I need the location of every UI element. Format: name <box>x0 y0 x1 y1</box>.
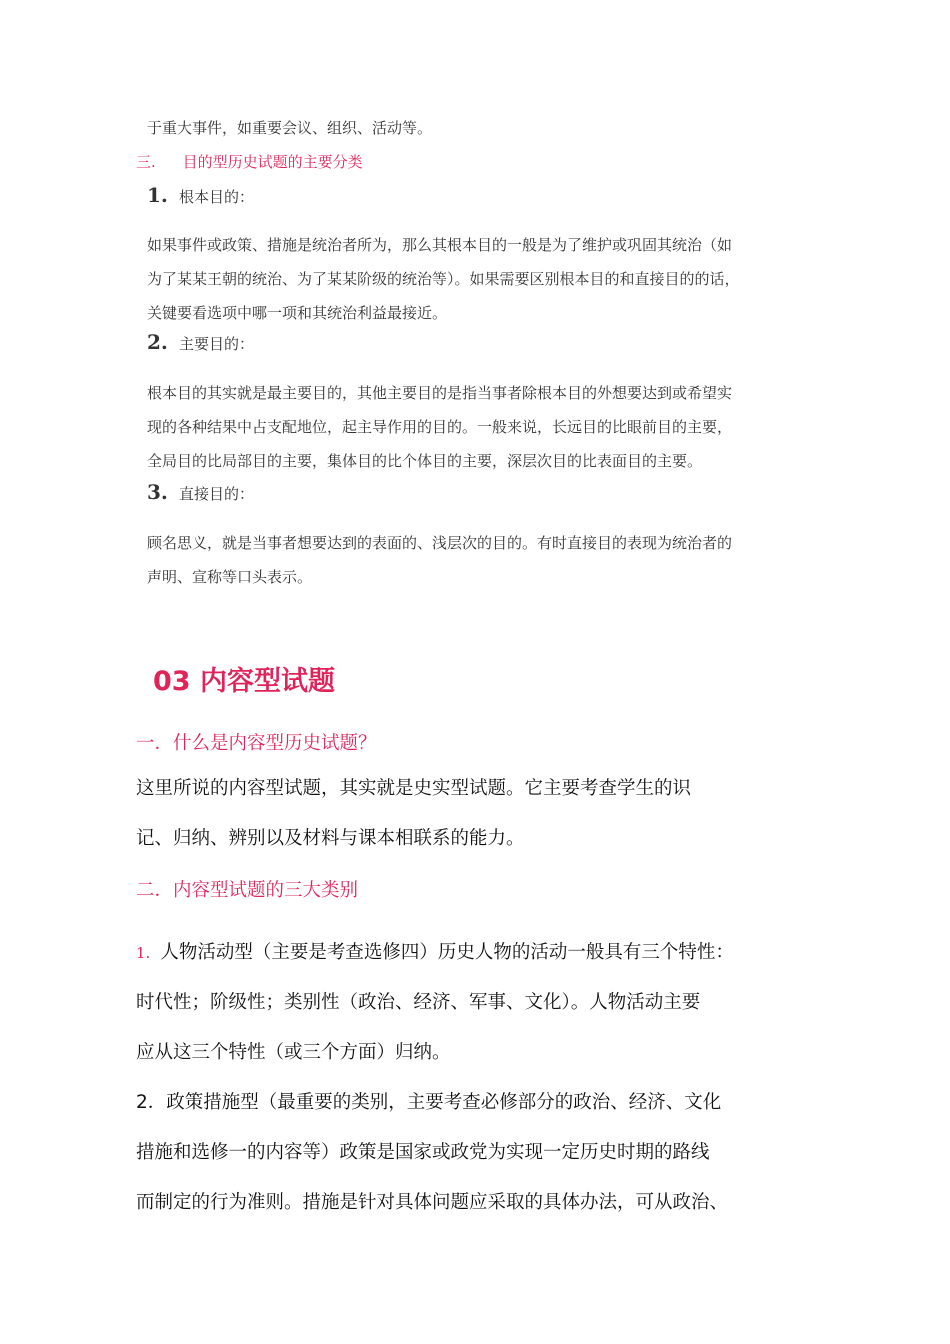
item-2-line: 全局目的比局部目的主要，集体目的比个体目的主要，深层次目的比表面目的主要。 <box>147 452 703 470</box>
item-2-paragraph <box>147 376 837 478</box>
q1-line: 记、归纳、辨别以及材料与课本相联系的能力。 <box>136 828 525 849</box>
q1-line: 这里所说的内容型试题，其实就是史实型试题。它主要考查学生的识 <box>136 778 692 799</box>
cat1-line-text: 人物活动型（主要是考查选修四）历史人物的活动一般具有三个特性： <box>160 942 734 963</box>
item-1-line: 关键要看选项中哪一项和其统治利益最接近。 <box>147 304 448 322</box>
cat1-line: 应从这三个特性（或三个方面）归纳。 <box>136 1042 451 1063</box>
item-3-line: 声明、宣称等口头表示。 <box>147 568 313 586</box>
cat1-paragraph <box>136 928 826 1078</box>
item-1-paragraph <box>147 228 837 330</box>
item-3-num: 3. <box>147 480 168 504</box>
item-1-label: 根本目的： <box>178 188 254 206</box>
big-heading: 03 内容型试题 <box>153 666 335 697</box>
item-3-paragraph <box>147 526 837 594</box>
item-3-label: 直接目的： <box>178 485 254 503</box>
item-3-line: 顾名思义，就是当事者想要达到的表面的、浅层次的目的。有时直接目的表现为统治者的 <box>147 534 733 552</box>
q1-paragraph <box>136 764 826 864</box>
cat2-paragraph <box>136 1078 826 1228</box>
item-2-line: 现的各种结果中占支配地位，起主导作用的目的。一般来说，长远目的比眼前目的主要， <box>147 418 733 436</box>
cat1-num: 1. <box>136 944 151 962</box>
item-2-heading <box>147 330 254 354</box>
section3-heading <box>136 151 363 172</box>
cat1-line: 时代性；阶级性；类别性（政治、经济、军事、文化）。人物活动主要 <box>136 992 701 1013</box>
section3-text: 目的型历史试题的主要分类 <box>182 153 363 171</box>
item-2-label: 主要目的： <box>178 335 254 353</box>
item-3-heading <box>147 480 254 504</box>
item-1-heading <box>147 183 254 207</box>
q2-heading: 二．内容型试题的三大类别 <box>136 880 359 901</box>
section3-num: 三. <box>136 153 156 171</box>
cat1-line <box>136 928 826 978</box>
cat2-line: 2．政策措施型（最重要的类别，主要考查必修部分的政治、经济、文化 <box>136 1092 722 1113</box>
item-1-line: 为了某某王朝的统治、为了某某阶级的统治等）。如果需要区别根本目的和直接目的的话， <box>147 270 740 288</box>
cat2-line: 而制定的行为准则。措施是针对具体问题应采取的具体办法，可从政治、 <box>136 1192 729 1213</box>
item-1-num: 1. <box>147 183 168 207</box>
item-2-num: 2. <box>147 330 168 354</box>
top-line: 于重大事件，如重要会议、组织、活动等。 <box>147 119 433 137</box>
cat2-line: 措施和选修一的内容等）政策是国家或政党为实现一定历史时期的路线 <box>136 1142 710 1163</box>
item-2-line: 根本目的其实就是最主要目的，其他主要目的是指当事者除根本目的外想要达到或希望实 <box>147 384 733 402</box>
item-1-line: 如果事件或政策、措施是统治者所为，那么其根本目的一般是为了维护或巩固其统治（如 <box>147 236 733 254</box>
q1-heading: 一．什么是内容型历史试题？ <box>136 733 377 754</box>
